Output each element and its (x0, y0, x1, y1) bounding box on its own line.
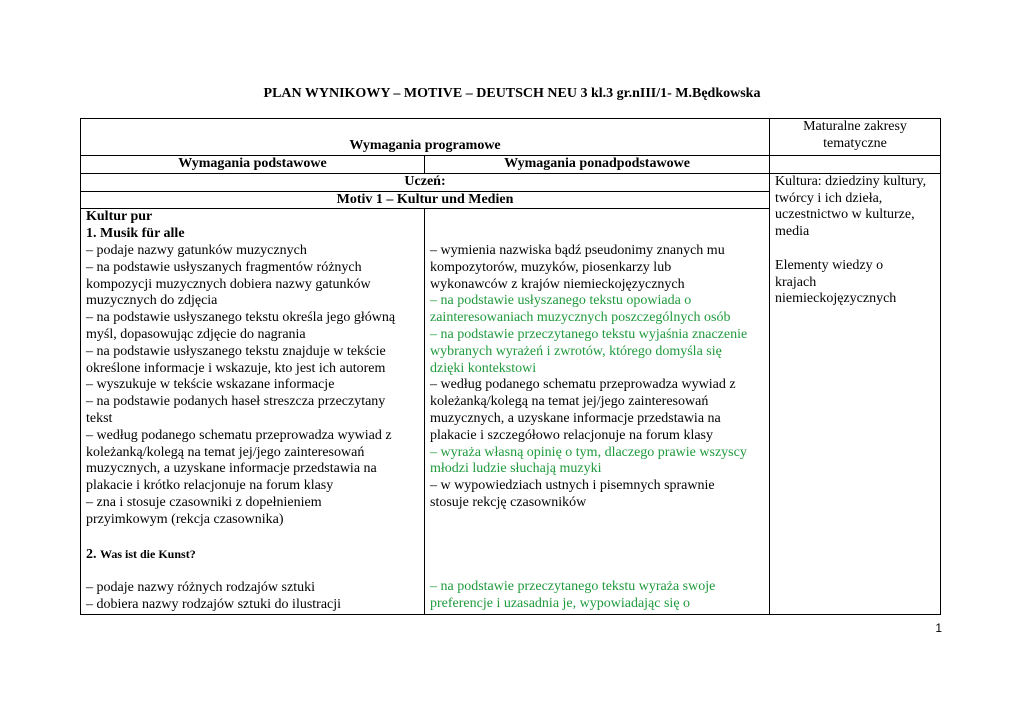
basic-line: plakacie i krótko relacjonuje na forum klasy (86, 478, 334, 494)
basic-line: – na podstawie usłyszanego tekstu określa jego główną (86, 310, 396, 326)
advanced-line: wykonawców z krajów niemieckojęzycznych (430, 276, 685, 292)
basic-line: określone informacje i wskazuje, kto jest ich autorem (86, 360, 386, 376)
matura-line: uczestnictwo w kulturze, (775, 207, 915, 223)
advanced-cell (425, 209, 770, 615)
advanced-line: muzycznych, a uzyskane informacje przedstawia na (430, 410, 721, 426)
advanced-line: kompozytorów, muzyków, piosenkarzy lub (430, 259, 672, 275)
advanced-line: preferencje i uzasadnia je, wypowiadając się o (430, 595, 691, 611)
matura-topic-culture (775, 174, 935, 241)
subsection-2-number: 2. (86, 546, 97, 562)
advanced-line: – wymienia nazwiska bądź pseudonimy znanych mu (430, 242, 725, 258)
basic-line: – podaje nazwy gatunków muzycznych (86, 242, 307, 258)
basic-line: – na podstawie podanych haseł streszcza przeczytany (86, 394, 386, 410)
basic-line: – wyszukuje w tekście wskazane informacje (86, 377, 335, 393)
basic-line: – według podanego schematu przeprowadza wywiad z (86, 427, 392, 443)
subsection-1-heading: 1. Musik für alle (86, 226, 185, 242)
matura-line: media (775, 224, 810, 240)
advanced-line: plakacie i szczegółowo relacjonuje na forum klasy (430, 427, 713, 443)
header-row-1 (81, 119, 941, 156)
advanced-line: wybranych wyrażeń i zwrotów, którego domyśla się (430, 343, 722, 359)
basic-cell (81, 209, 425, 615)
matura-line: twórcy i ich dzieła, (775, 190, 883, 206)
advanced-line: – według podanego schematu przeprowadza wywiad z (430, 377, 736, 393)
advanced-line: dzięki kontekstowi (430, 360, 537, 376)
matura-cell (770, 173, 941, 614)
basic-line: – dobiera nazwy rodzajów sztuki do ilustracji (86, 597, 342, 613)
col-basic-header: Wymagania podstawowe (81, 156, 425, 174)
advanced-line: – na podstawie przeczytanego tekstu wyraża swoje (430, 578, 716, 594)
header-matura: Maturalne zakresy tematyczne (770, 119, 941, 156)
basic-line: muzycznych, a uzyskane informacje przedstawia na (86, 461, 377, 477)
basic-requirements-2 (86, 580, 419, 614)
basic-line: tekst (86, 410, 113, 426)
motiv-heading: Motiv 1 – Kultur und Medien (81, 191, 770, 209)
matura-line: niemieckojęzycznych (775, 291, 897, 307)
advanced-line: – w wypowiedziach ustnych i pisemnych sprawnie (430, 478, 715, 494)
subsection-2-title: Was ist die Kunst? (100, 546, 196, 561)
basic-line: przyimkowym (rekcja czasownika) (86, 511, 284, 527)
basic-line: koleżanką/kolegą na temat jej/jego zainteresowań (86, 444, 365, 460)
basic-line: – na podstawie usłyszanego tekstu znajduje w tekście (86, 343, 386, 359)
basic-line: – podaje nazwy różnych rodzajów sztuki (86, 580, 315, 596)
basic-line: kompozycji muzycznych dobiera nazwy gatunków (86, 276, 371, 292)
col-matura-empty (770, 156, 941, 174)
advanced-line: – na podstawie przeczytanego tekstu wyjaśnia znaczenie (430, 326, 748, 342)
subsection-2-heading (86, 546, 419, 564)
matura-line: Kultura: dziedziny kultury, (775, 173, 927, 189)
header-row-2 (81, 156, 941, 174)
basic-line: – zna i stosuje czasowniki z dopełnieniem (86, 494, 322, 510)
section-heading: Kultur pur (86, 209, 153, 225)
advanced-line: koleżanką/kolegą na temat jej/jego zainteresowań (430, 394, 709, 410)
advanced-line: stosuje rekcję czasowników (430, 494, 587, 510)
page-title: PLAN WYNIKOWY – MOTIVE – DEUTSCH NEU 3 kl.3 gr.nIII/1- M.Będkowska (263, 86, 761, 101)
advanced-line: – wyraża własną opinię o tym, dlaczego prawie wszyscy (430, 444, 747, 460)
page-number: 1 (935, 621, 942, 635)
basic-line: myśl, dopasowując zdjęcie do nagrania (86, 326, 306, 342)
basic-line: muzycznych do zdjęcia (86, 293, 218, 309)
advanced-line: młodzi ludzie słuchają muzyki (430, 461, 602, 477)
header-program: Wymagania programowe (81, 119, 770, 156)
col-advanced-header: Wymagania ponadpodstawowe (425, 156, 770, 174)
student-row (81, 173, 941, 191)
advanced-line: – na podstawie usłyszanego tekstu opowiada o (430, 293, 692, 309)
basic-line: – na podstawie usłyszanych fragmentów różnych (86, 259, 362, 275)
matura-line: Elementy wiedzy o (775, 257, 884, 273)
matura-topic-countries (775, 258, 935, 308)
advanced-requirements-1 (430, 243, 764, 512)
plan-table (80, 118, 941, 615)
student-label: Uczeń: (81, 173, 770, 191)
advanced-line: zainteresowaniach muzycznych poszczególnych osób (430, 310, 731, 326)
matura-line: krajach (775, 274, 817, 290)
advanced-requirements-2 (430, 579, 764, 613)
basic-requirements-1 (86, 243, 419, 529)
